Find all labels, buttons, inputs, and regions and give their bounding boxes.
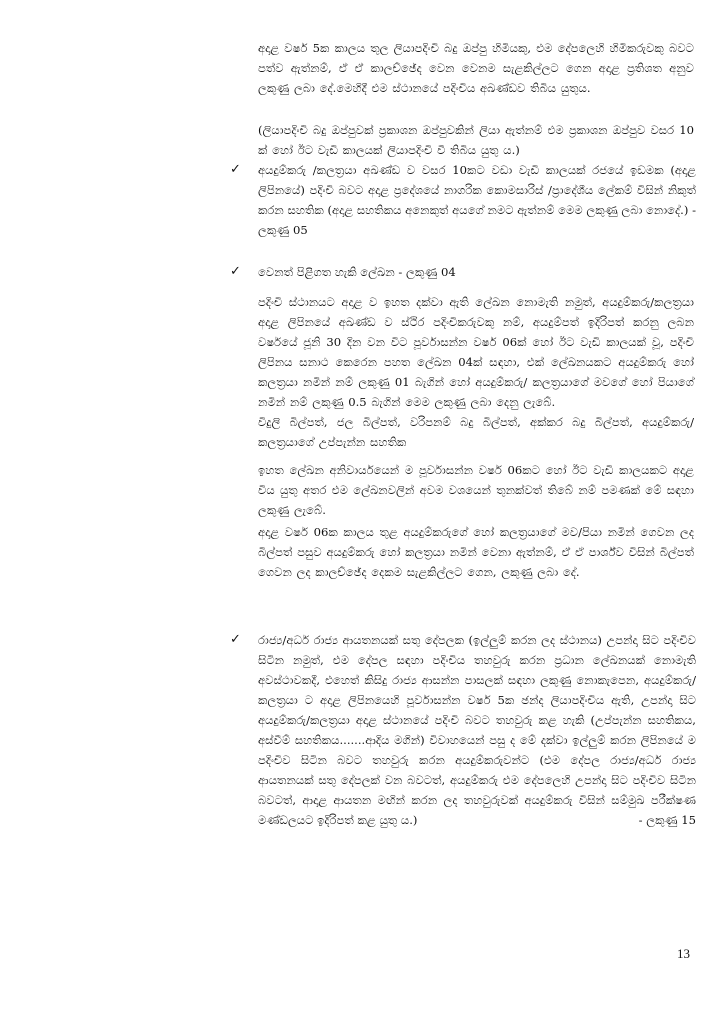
points-label: - ලකුණු 15 xyxy=(638,813,696,827)
bullet-text: වෙනත් පිළිගත හැකි ලේඛන - ලකුණු 04 xyxy=(258,265,456,279)
paragraph-lease-deed: අදාළ වර්ෂ 5ක කාලය තුල ලියාපදිංචි බදු ඔප්පු හිමියකු, එම දේපලෙහි හිමිකරුවකු බවට පත්ව ඇත්නම්, ඒ ඒ කාලච්ඡේද වෙන වෙනම සැළකිල්ලට ගෙන අදාළ ප්‍රතිශත අනුව ලකුණු ලබා දේ.මෙහිදී එම ස්ථානයේ පදිංචිය අඛණ්ඩව තිබිය යුතුය. xyxy=(258,41,694,95)
bullet-state-land-certificate xyxy=(230,160,696,240)
bullet-text xyxy=(230,630,696,830)
paragraph-document-requirement: ඉහත ලේඛන අනිවාර්යයෙන් ම පූර්වාසන්න වර්ෂ 06කට හෝ ඊට වැඩි කාලයකට අදාළ විය යුතු අතර එම ලේඛනවලින් අවම වශයෙන් තුනක්වත් තිබේ නම් පමණක් මේ සඳහා ලකුණු ලැබේ. xyxy=(258,463,694,517)
check-mark-icon: ✓ xyxy=(230,162,241,177)
bullet-body: රාජ්‍ය/අර්ධ රාජ්‍ය ආයතනයක් සතු දේපලක (ඉල්ලුම් කරන ලද ස්ථානය) උපන්දා සිට පදිංචිව සිටින නමුත්, එම දේපල සඳහා පදිංචිය තහවුරු කරන ප්‍රධාන ලේඛනයක් නොමැති අවස්ථාවකදී, එහෙත් කිසිදු රාජ්‍ය ආසන්න පාසලක් සඳහා ලකුණු නොකැපෙන, අයදුම්කරු/කලත්‍රයා ට අදාළ ලිපිනයෙහි පූර්වාසන්න වර්ෂ 5ක ඡන්ද ලියාපදිංචිය ඇති, උපන්දා සිට අයදුම්කරු/කලත්‍රයා අදාළ ස්ථානයේ පදිංචි බවට තහවුරු කළ හැකි (උප්පැන්න සහතිකය, අස්වීම් සහතිකය.......ආදිය මගින්) විවාහයෙන් පසු ද මේ දක්වා ඉල්ලුම් කරන ලිපිනයේ ම පදිංචිව සිටින බවට තහවුරු කරන අයදුම්කරුවන්ට (එම දේපල රාජ්‍ය/අර්ධ රාජ්‍ය ආයතනයක් සතු දේපලක් වන බවටත්, අයදුම්කරු එම දේපලෙහි උපන්දා සිට පදිංචිව සිටින බවටත්, ආදාළ ආයතන මඟින් කරන ලද තහවුරුවක් අයදුම්කරු විසින් සම්මුඛ පරීක්ෂණ මණ්ඩලයට ඉදිරිපත් කළ යුතු ය.) xyxy=(258,633,696,827)
bullet-other-documents xyxy=(230,262,696,282)
check-mark-icon: ✓ xyxy=(230,264,241,279)
paragraph-parent-bills: අදාළ වර්ෂ 06ක කාලය තුළ අයදුම්කරුගේ හෝ කලත්‍රයාගේ මව/පියා නමින් ගෙවන ලද බිල්පත් පසුව අයදුම්කරු හෝ කලත්‍රයා නමින් වෙනා ඇත්නම්, ඒ ඒ පාර්ශ්ව විසින් බිල්පත් ගෙවන ලද කාලච්ඡේද දෙකම සැළකිල්ලට ගෙන, ලකුණු ලබා දේ. xyxy=(258,525,694,579)
bullet-state-property-residence xyxy=(230,630,696,830)
page-number: 13 xyxy=(677,946,690,961)
paragraph-declaration-deed: (ලියාපදිංචි බදු ඔප්පුවක් ප්‍රකාශන ඔප්පුවකින් ලියා ඇත්නම් එම ප්‍රකාශන ඔප්පුව වසර 10 ක් හෝ ඊට වැඩි කාලයක් ලියාපදිංචි වී තිබිය යුතු ය.) xyxy=(258,123,694,157)
paragraph-other-documents-detail: පදිංචි ස්ථානයට අදාළ ව ඉහත දක්වා ඇති ලේඛන නොමැති නමුත්, අයදුම්කරු/කලත්‍රයා අදාළ ලිපිනයේ අඛණ්ඩ ව ස්ථිර පදිංචිකරුවකු නම්, අයදුම්පත් ඉදිරිපත් කරනු ලබන වර්ෂයේ ජූනි 30 දින වන විට පූර්වාසන්න වර්ෂ 06ක් හෝ ඊට වැඩි කාලයක් වූ, පදිංචි ලිපිනය සනාථ කෙරෙන පහත ලේඛන 04ක් සඳහා, එක් ලේඛනයකට අයදුම්කරු හෝ කලත්‍රයා නමින් නම් ලකුණු 01 බැගින් හෝ අයදුම්කරු/ කලත්‍රයාගේ මවගේ හෝ පියාගේ නමින් නම් ලකුණු 0.5 බැගින් මෙම ලකුණු ලබා දෙනු ලැබේ. xyxy=(258,295,694,409)
check-mark-icon: ✓ xyxy=(230,632,241,647)
bullet-text: අයදුම්කරු /කලත්‍රයා අඛණ්ඩ ව වසර 10කට වඩා වැඩි කාලයක් රජයේ ඉඩමක (අදාළ ලිපිනයේ) පදිංචි බවට අදාළ ප්‍රදේශයේ නාගරික කොමසාරිස් /ප්‍රාදේශීය ලේකම් විසින් නිකුත් කරන සහතික (අදාළ සහතිකය අනෙකුත් අයගේ නමට ඇත්නම් මෙම ලකුණු ලබා නොදේ.) - ලකුණු 05 xyxy=(258,163,696,237)
paragraph-document-list: විදුලි බිල්පත්, ජල බිල්පත්, වරිපනම් බදු බිල්පත්, අක්කර බදු බිල්පත්, අයදුම්කරු/කලත්‍රයාගේ උප්පැන්න සහතික xyxy=(258,415,694,449)
